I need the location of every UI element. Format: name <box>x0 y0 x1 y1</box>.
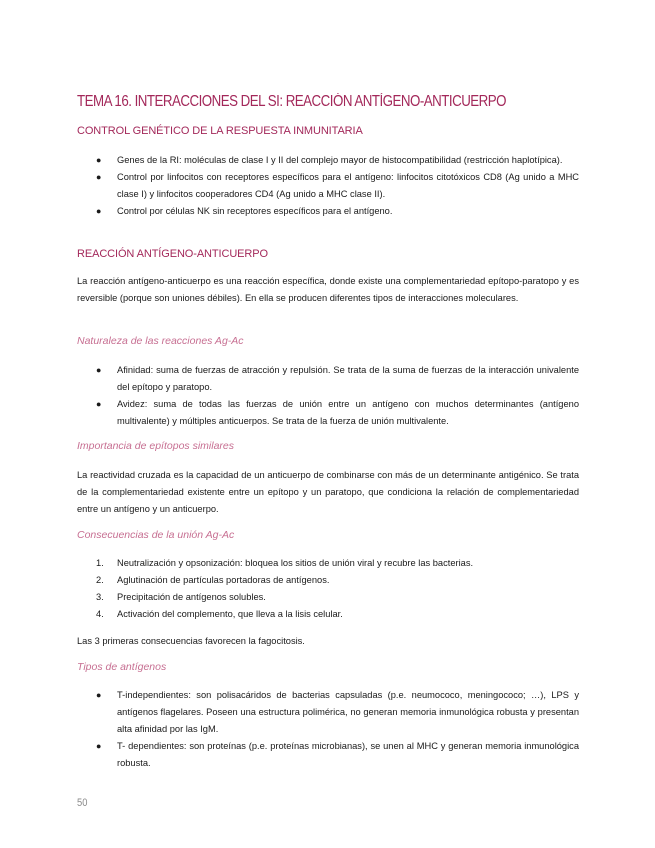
page-title: TEMA 16. INTERACCIONES DEL SI: REACCIÓN ANTÍGENO-ANTICUERPO <box>77 93 507 110</box>
list-item: ● Control por linfocitos con receptores específicos para el antígeno: linfocitos citotóxicos CD8 (Ag unido a MHC clase I) y linfocitos cooperadores CD4 (Ag unido a MHC clase II). <box>77 169 579 203</box>
subheading-consecuencias: Consecuencias de la unión Ag-Ac <box>77 529 235 541</box>
bullet-icon: ● <box>96 155 102 165</box>
list-item: 2. Aglutinación de partículas portadoras de antígenos. <box>77 572 579 589</box>
subheading-naturaleza: Naturaleza de las reacciones Ag-Ac <box>77 335 244 347</box>
bullet-icon: ● <box>96 365 102 375</box>
list-item: ● T- dependientes: son proteínas (p.e. proteínas microbianas), se unen al MHC y generan memoria inmunológica robusta. <box>77 738 579 772</box>
section-heading-control: CONTROL GENÉTICO DE LA RESPUESTA INMUNITARIA <box>77 125 363 137</box>
list-item: 4. Activación del complemento, que lleva a la lisis celular. <box>77 606 579 623</box>
tipos-list <box>77 687 579 772</box>
naturaleza-list <box>77 362 579 430</box>
consecuencias-note: Las 3 primeras consecuencias favorecen la fagocitosis. <box>77 636 305 646</box>
subheading-importancia: Importancia de epítopos similares <box>77 440 234 452</box>
list-item: ● Control por células NK sin receptores específicos para el antígeno. <box>77 203 579 220</box>
list-item: ● Avidez: suma de todas las fuerzas de unión entre un antígeno con muchos determinantes (antígeno multivalente) y múltiples anticuerpos. Se trata de la fuerza de unión multivalente. <box>77 396 579 430</box>
consecuencias-list <box>77 555 579 623</box>
list-item: ● Afinidad: suma de fuerzas de atracción y repulsión. Se trata de la suma de fuerzas de la interacción univalente del epítopo y paratopo. <box>77 362 579 396</box>
section-heading-reaccion: REACCIÓN ANTÍGENO-ANTICUERPO <box>77 248 268 260</box>
list-item: 1. Neutralización y opsonización: bloquea los sitios de unión viral y recubre las bacterias. <box>77 555 579 572</box>
subheading-tipos: Tipos de antígenos <box>77 661 167 673</box>
bullet-icon: ● <box>96 172 102 182</box>
list-item: 3. Precipitación de antígenos solubles. <box>77 589 579 606</box>
list-number: 4. <box>96 609 104 619</box>
list-number: 1. <box>96 558 104 568</box>
bullet-icon: ● <box>96 206 102 216</box>
list-number: 3. <box>96 592 104 602</box>
bullet-icon: ● <box>96 399 102 409</box>
page-number: 50 <box>77 797 88 809</box>
bullet-icon: ● <box>96 741 102 751</box>
bullet-icon: ● <box>96 690 102 700</box>
control-list <box>77 152 579 220</box>
list-item: ● T-independientes: son polisacáridos de bacterias capsuladas (p.e. neumococo, meningococo; …), LPS y antígenos flagelares. Poseen una estructura polimérica, no generan memoria inmunológica robusta y presentan alta afinidad por las IgM. <box>77 687 579 738</box>
importancia-paragraph: La reactividad cruzada es la capacidad de un anticuerpo de combinarse con más de un determinante antigénico. Se trata de la complementariedad existente entre un epítopo y un paratopo, que condiciona la relación de complementariedad entre un antígeno y un anticuerpo. <box>77 470 579 514</box>
list-number: 2. <box>96 575 104 585</box>
list-item: ● Genes de la RI: moléculas de clase I y II del complejo mayor de histocompatibilidad (restricción haplotípica). <box>77 152 579 169</box>
reaccion-paragraph: La reacción antígeno-anticuerpo es una reacción específica, donde existe una complementariedad epítopo-paratopo y es reversible (porque son uniones débiles). En ella se producen diferentes tipos de interacciones moleculares. <box>77 276 579 303</box>
